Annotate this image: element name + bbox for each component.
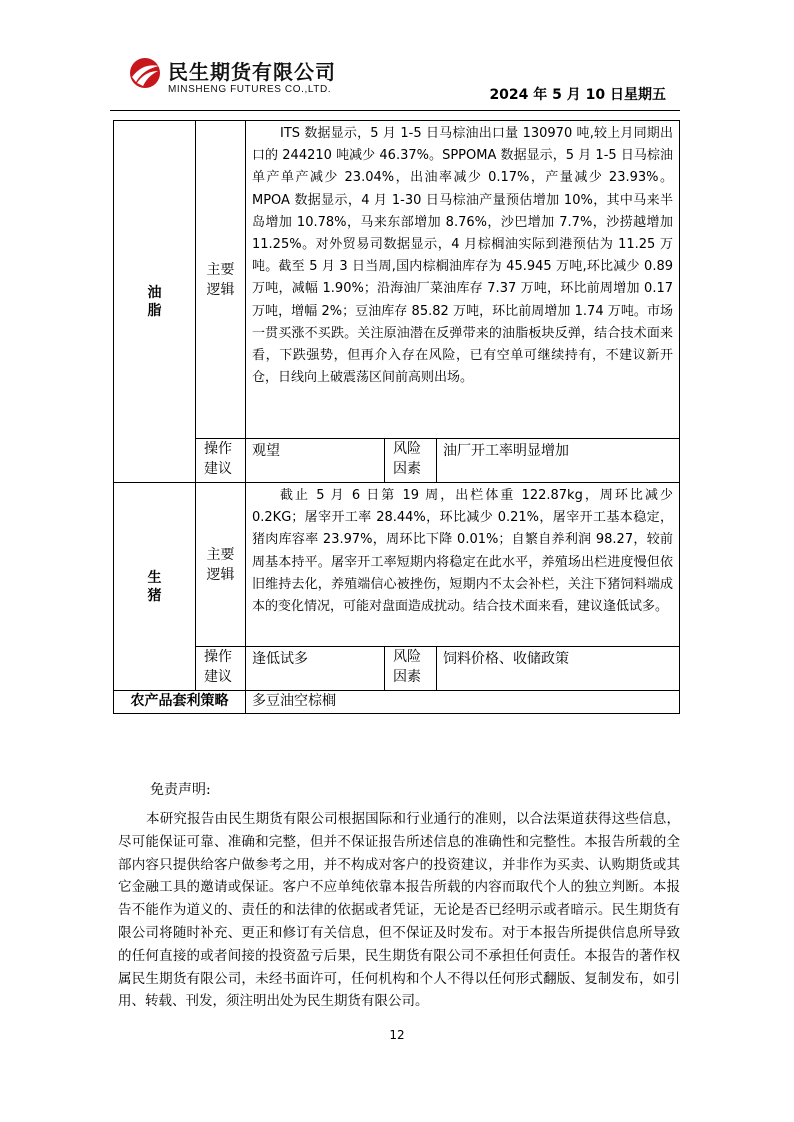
logic-label: 主要逻辑 [206,546,235,583]
logic-label: 主要逻辑 [206,261,235,298]
op-label: 操作建议 [204,441,232,477]
op-value: 逢低试多 [246,647,385,691]
strategy-value: 多豆油空棕榈 [246,691,680,714]
op-label-cell [196,439,246,483]
logic-text: ITS 数据显示，5 月 1-5 日马棕油出口量 130970 吨,较上月同期出口的 244210 吨减少 46.37%。SPPOMA 数据显示，5 月 1-5 日马棕油单产单产减少 23.04%，出油率减少 0.17%，产量减少 23.93%。MPOA 数据显示，4 月 1-30 日马棕油产量预估增加 10%，其中马来半岛增加 10.78%，马来东部增加 8.76%，沙巴增加 7.7%，沙捞越增加 11.25%。对外贸易司数据显示，4 月棕榈油实际到港预估为 11.25 万吨。截至 5 月 3 日当周,国内棕榈油库存为 45.945 万吨,环比减少 0.89 万吨，减幅 1.90%；沿海油厂菜油库存 7.37 万吨，环比前周增加 0.17 万吨，增幅 2%；豆油库存 85.82 万吨，环比前周增加 1.74 万吨。市场一贯买涨不买跌。关注原油潜在反弹带来的油脂板块反弹，结合技术面来看，下跌强势，但再介入存在风险，已有空单可继续持有，不建议新开仓，日线向上破震荡区间前高则出场。 [246,121,680,439]
risk-label-cell [385,647,437,691]
analysis-table [113,120,680,714]
strategy-label: 农产品套利策略 [114,691,246,714]
category-cell [114,483,196,691]
logic-label-cell [196,483,246,647]
risk-label: 风险因素 [393,441,421,477]
op-label: 操作建议 [204,649,232,685]
header-divider [110,110,680,111]
report-date: 2024 年 5 月 10 日星期五 [489,87,666,103]
risk-value: 饲料价格、收储政策 [437,647,680,691]
disclaimer-title: 免责声明: [150,782,211,798]
page-number: 12 [389,1028,405,1042]
risk-value: 油厂开工率明显增加 [437,439,680,483]
logic-label-cell [196,121,246,439]
risk-label-cell [385,439,437,483]
company-name-cn: 民生期货有限公司 [168,60,336,84]
category-label: 油脂 [147,284,162,319]
company-name-en: MINSHENG FUTURES CO.,LTD. [168,84,332,95]
minsheng-logo-icon [128,56,162,90]
category-cell [114,121,196,483]
risk-label: 风险因素 [393,649,421,685]
op-label-cell [196,647,246,691]
disclaimer-body: 本研究报告由民生期货有限公司根据国际和行业通行的准则，以合法渠道获得这些信息，尽可能保证可靠、准确和完整，但并不保证报告所述信息的准确性和完整性。本报告所载的全部内容只提供给客户做参考之用，并不构成对客户的投资建议，并非作为买卖、认购期货或其它金融工具的邀请或保证。客户不应单纯依靠本报告所载的内容而取代个人的独立判断。本报告不能作为道义的、责任的和法律的依据或者凭证，无论是否已经明示或者暗示。民生期货有限公司将随时补充、更正和修订有关信息，但不保证及时发布。对于本报告所提供信息所导致的任何直接的或者间接的投资盈亏后果，民生期货有限公司不承担任何责任。本报告的著作权属民生期货有限公司，未经书面许可，任何机构和个人不得以任何形式翻版、复制发布，如引用、转载、刊发，须注明出处为民生期货有限公司。 [118,811,680,1010]
category-label: 生猪 [147,569,162,604]
company-logo [128,52,368,102]
logic-text: 截止 5 月 6 日第 19 周，出栏体重 122.87kg，周环比减少 0.2KG；屠宰开工率 28.44%，环比减少 0.21%，屠宰开工基本稳定，猪肉库容率 23.97%，周环比下降 0.01%；自繁自养利润 98.27，较前周基本持平。屠宰开工率短期内将稳定在此水平，养殖场出栏进度慢但依旧维持去化，养殖端信心被挫伤，短期内不太会补栏，关注下猪饲料端成本的变化情况，可能对盘面造成扰动。结合技术面来看，建议逢低试多。 [246,483,680,647]
op-value: 观望 [246,439,385,483]
